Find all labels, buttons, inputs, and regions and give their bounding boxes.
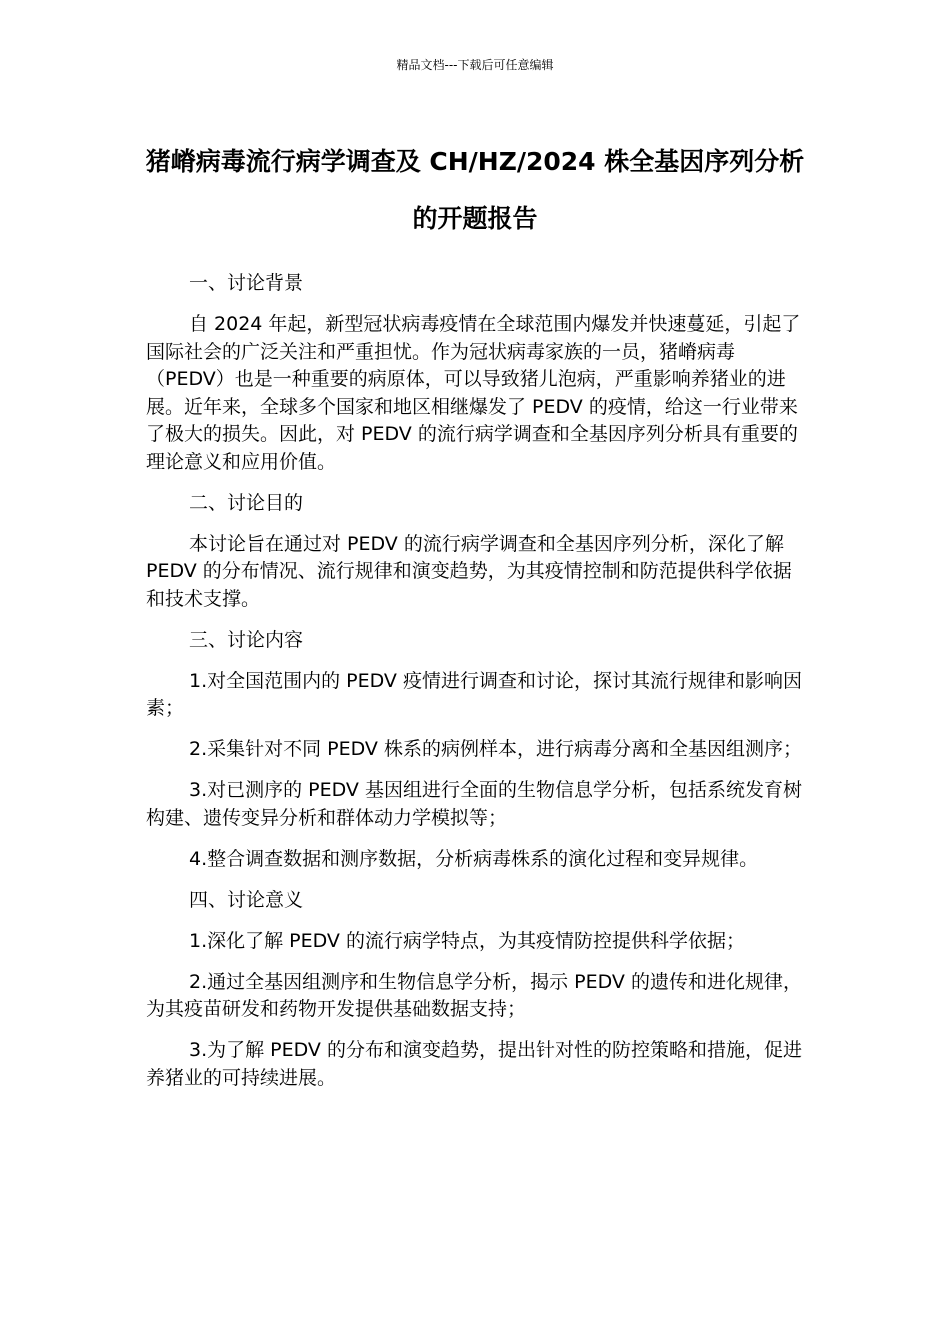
- section-heading-significance: 四、讨论意义: [189, 888, 304, 911]
- paragraph-purpose: 本讨论旨在通过对 PEDV 的流行病学调查和全基因序列分析，深化了解 PEDV 的分布情况、流行规律和演变趋势，为其疫情控制和防范提供科学依据和技术支撑。: [146, 532, 792, 610]
- document-title: 猪嵴病毒流行病学调查及 CH/HZ/2024 株全基因序列分析的开题报告: [145, 147, 805, 233]
- content-item-2: 2.采集针对不同 PEDV 株系的病例样本，进行病毒分离和全基因组测序；: [189, 738, 802, 760]
- content-item-1: 1.对全国范围内的 PEDV 疫情进行调查和讨论，探讨其流行规律和影响因素；: [146, 669, 802, 719]
- document-body: [146, 270, 806, 1106]
- content-item-3: 3.对已测序的 PEDV 基因组进行全面的生物信息学分析，包括系统发育树构建、遗传变异分析和群体动力学模拟等；: [146, 779, 802, 829]
- page-header: 精品文档---下载后可任意编辑: [396, 58, 554, 72]
- content-item-4: 4.整合调查数据和测序数据，分析病毒株系的演化过程和变异规律。: [189, 847, 759, 870]
- section-heading-purpose: 二、讨论目的: [189, 491, 304, 514]
- section-heading-background: 一、讨论背景: [189, 272, 304, 294]
- significance-item-3: 3.为了解 PEDV 的分布和演变趋势，提出针对性的防控策略和措施，促进养猪业的可持续进展。: [146, 1039, 802, 1089]
- section-heading-content: 三、讨论内容: [189, 628, 304, 651]
- significance-item-1: 1.深化了解 PEDV 的流行病学特点，为其疫情防控提供科学依据；: [189, 929, 745, 952]
- paragraph-background: 自 2024 年起，新型冠状病毒疫情在全球范围内爆发并快速蔓延，引起了国际社会的广泛关注和严重担忧。作为冠状病毒家族的一员，猪嵴病毒（PEDV）也是一种重要的病原体，可以导致猪儿泡病，严重影响养猪业的进展。近年来，全球多个国家和地区相继爆发了 PEDV 的疫情，给这一行业带来了极大的损失。因此，对 PEDV 的流行病学调查和全基因序列分析具有重要的理论意义和应用价值。: [146, 313, 801, 473]
- significance-item-2: 2.通过全基因组测序和生物信息学分析，揭示 PEDV 的遗传和进化规律，为其疫苗研发和药物开发提供基础数据支持；: [146, 970, 802, 1020]
